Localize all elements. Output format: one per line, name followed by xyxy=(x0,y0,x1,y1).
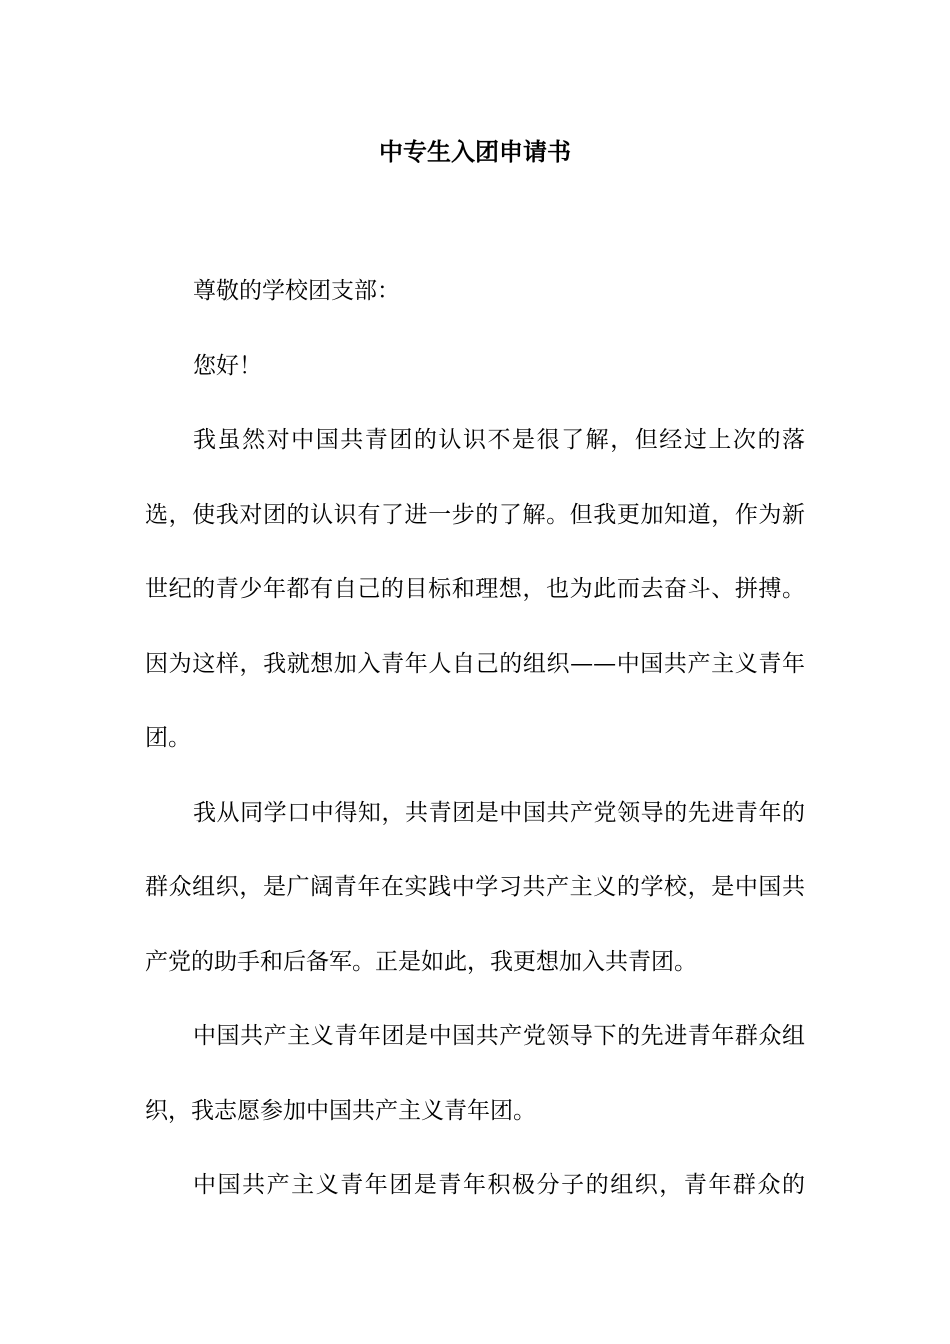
salutation: 尊敬的学校团支部： xyxy=(193,278,400,304)
paragraph: 中国共产主义青年团是青年积极分子的组织，青年群众的 xyxy=(193,1172,805,1198)
paragraph: 中国共产主义青年团是中国共产党领导下的先进青年群众组织，我志愿参加中国共产主义青年团。 xyxy=(145,1023,805,1124)
page-title: 中专生入团申请书 xyxy=(379,137,571,166)
paragraph: 我虽然对中国共青团的认识不是很了解，但经过上次的落选，使我对团的认识有了进一步的了解。但我更加知道，作为新世纪的青少年都有自己的目标和理想，也为此而去奋斗、拼搏。因为这样，我就想加入青年人自己的组织——中国共产主义青年团。 xyxy=(145,427,805,751)
greeting: 您好！ xyxy=(193,352,262,379)
letter-body xyxy=(145,254,805,1223)
paragraph: 我从同学口中得知，共青团是中国共产党领导的先进青年的群众组织，是广阔青年在实践中学习共产主义的学校，是中国共产党的助手和后备军。正是如此，我更想加入共青团。 xyxy=(145,799,805,975)
